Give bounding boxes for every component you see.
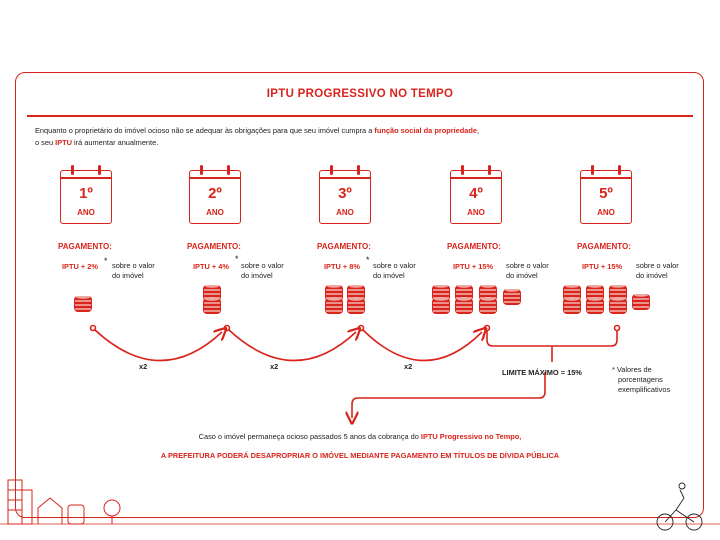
rate-value: IPTU + 4%: [193, 262, 229, 271]
payment-label: PAGAMENTO:: [577, 242, 631, 251]
conclusion-line1: [0, 432, 720, 441]
intro-highlight-function: função social da propriedade: [374, 126, 478, 135]
year-number: 3º: [338, 185, 352, 202]
node-dot: [615, 326, 620, 331]
intro-highlight-iptu: IPTU: [55, 138, 72, 147]
coin-stack-icon: [203, 284, 221, 314]
node-dot: [91, 326, 96, 331]
year-number: 5º: [599, 185, 613, 202]
rate-asterisk: *: [235, 254, 239, 264]
desc-line2: do imóvel: [241, 271, 273, 280]
city-skyline-icon: [0, 480, 720, 524]
multiplier-label: x2: [404, 362, 413, 371]
limit-bracket: [487, 331, 617, 346]
desc-line2: do imóvel: [636, 271, 668, 280]
payment-label: PAGAMENTO:: [317, 242, 371, 251]
conclusion-line2: A PREFEITURA PODERÁ DESAPROPRIAR O IMÓVEL MEDIANTE PAGAMENTO EM TÍTULOS DE DÍVIDA PÚBLICA: [160, 451, 560, 460]
rate-value: IPTU + 15%: [582, 262, 623, 271]
arc-arrow: [95, 330, 222, 361]
year-label: ANO: [336, 208, 354, 217]
desc-line1: sobre o valor: [636, 261, 679, 270]
desc-line1: sobre o valor: [112, 261, 155, 270]
footnote: [612, 365, 670, 395]
year-label: ANO: [467, 208, 485, 217]
coin-stack-icon: [563, 284, 650, 314]
limit-label: LIMITE MÁXIMO = 15%: [502, 368, 582, 377]
desc-line1: sobre o valor: [373, 261, 416, 270]
arc-arrow: [229, 330, 356, 361]
desc-line2: do imóvel: [112, 271, 144, 280]
year-number: 1º: [79, 185, 93, 202]
desc-line1: sobre o valor: [506, 261, 549, 270]
node-dot: [225, 326, 230, 331]
rate-asterisk: *: [104, 256, 108, 266]
desc-line2: do imóvel: [506, 271, 538, 280]
payment-label: PAGAMENTO:: [58, 242, 112, 251]
intro-part3: o seu: [35, 138, 56, 147]
rate-value: IPTU + 15%: [453, 262, 494, 271]
coin-stack-icon: [74, 295, 92, 312]
cyclist-icon: [657, 483, 702, 530]
year-label: ANO: [206, 208, 224, 217]
node-dot: [359, 326, 364, 331]
coin-stack-icon: [325, 284, 365, 314]
note-line2: porcentagens: [618, 375, 663, 384]
year-number: 4º: [469, 185, 483, 202]
arc-arrow: [363, 330, 482, 361]
year-label: ANO: [597, 208, 615, 217]
rate-value: IPTU + 2%: [62, 262, 98, 271]
desc-line1: sobre o valor: [241, 261, 284, 270]
note-line3: exemplificativos: [618, 385, 671, 394]
conclusion-text: Caso o imóvel permaneça ocioso passados 5 anos da cobrança do: [198, 432, 421, 441]
coin-stack-icon: [432, 284, 521, 314]
year-number: 2º: [208, 185, 222, 202]
desc-line2: do imóvel: [373, 271, 405, 280]
note-line1: * Valores de: [612, 365, 652, 374]
return-arrow: [352, 372, 545, 418]
intro-part4: irá aumentar anualmente.: [71, 138, 159, 147]
multiplier-label: x2: [270, 362, 279, 371]
payment-label: PAGAMENTO:: [187, 242, 241, 251]
page-title: IPTU PROGRESSIVO NO TEMPO: [266, 88, 454, 100]
intro-part2: ,: [477, 126, 480, 135]
rate-asterisk: *: [366, 255, 370, 265]
year-label: ANO: [77, 208, 95, 217]
rate-value: IPTU + 8%: [324, 262, 360, 271]
intro-part1: Enquanto o proprietário do imóvel ocioso não se adequar às obrigações para que seu imóvel cumpra a: [35, 126, 375, 135]
multiplier-label: x2: [139, 362, 148, 371]
payment-label: PAGAMENTO:: [447, 242, 501, 251]
node-dot: [485, 326, 490, 331]
conclusion-highlight: IPTU Progressivo no Tempo,: [420, 432, 522, 441]
